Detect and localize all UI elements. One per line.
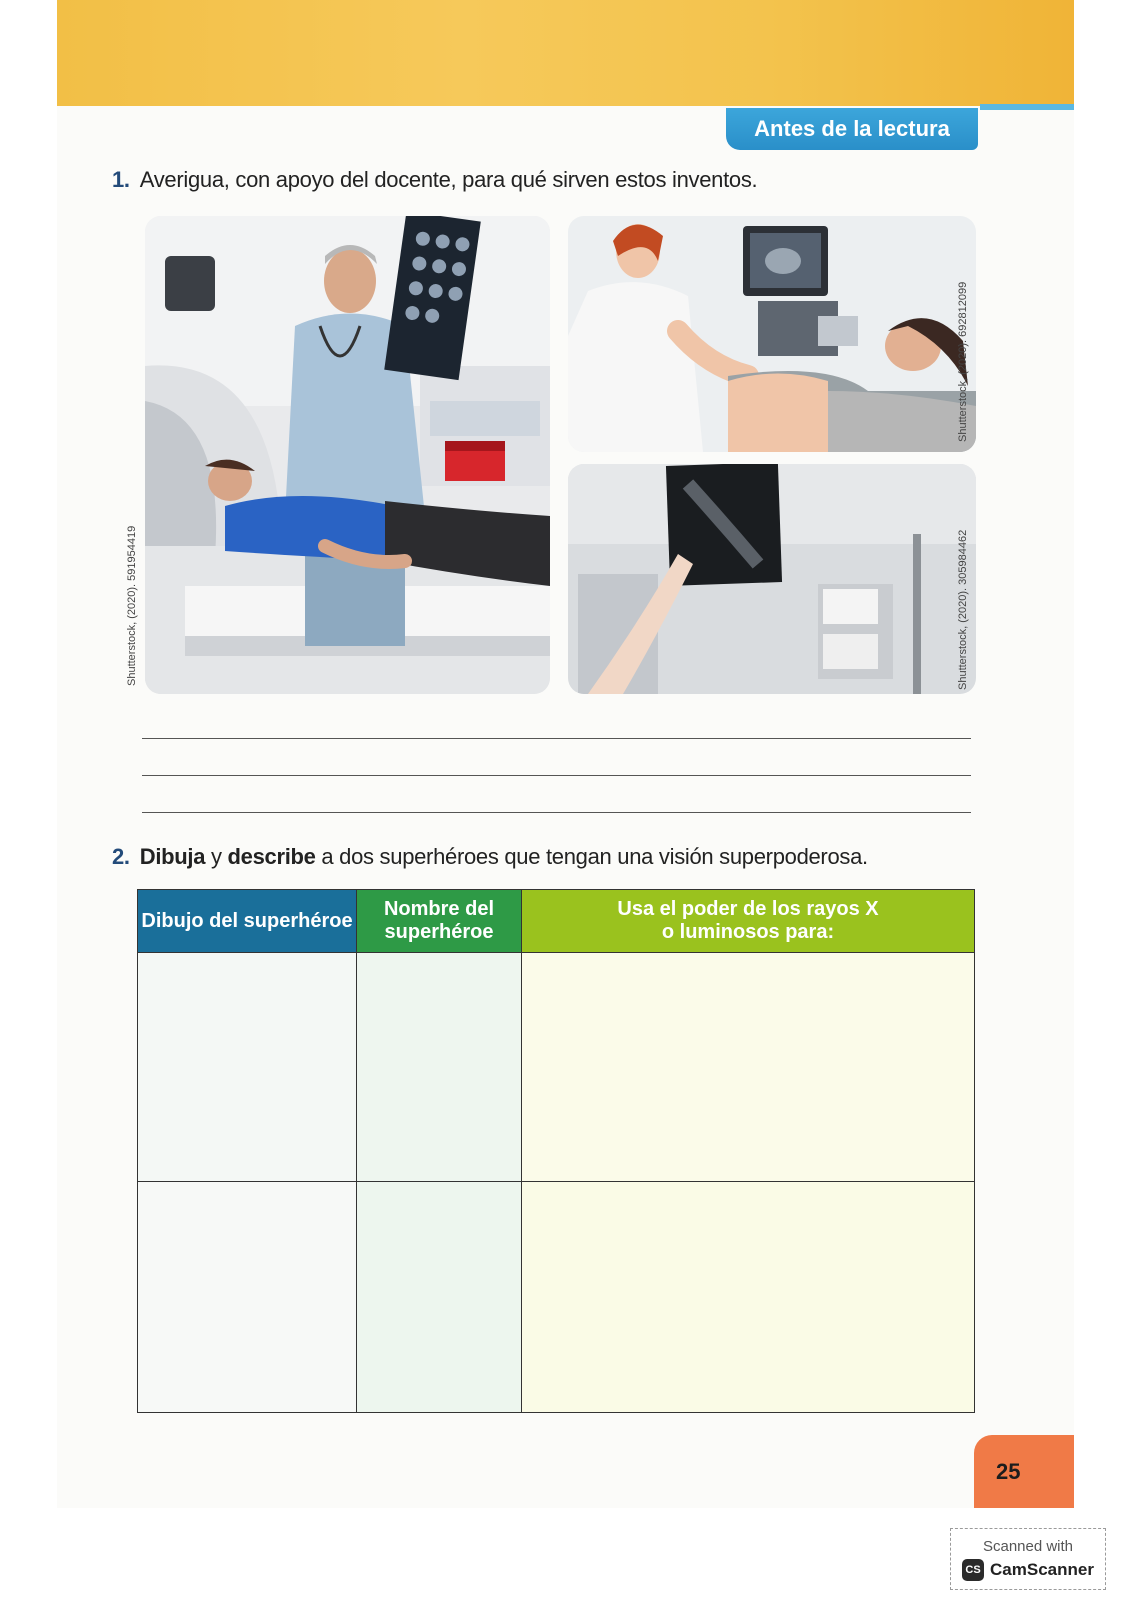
question-2-text: a dos superhéroes que tengan una visión superpoderosa. bbox=[315, 844, 868, 869]
cell-power-2[interactable] bbox=[521, 1181, 975, 1413]
header-accent-line bbox=[980, 104, 1074, 110]
camscanner-watermark bbox=[950, 1528, 1106, 1590]
cell-name-2[interactable] bbox=[356, 1181, 522, 1413]
photo-ultrasound bbox=[568, 216, 976, 452]
question-1 bbox=[112, 167, 757, 193]
answer-line-1[interactable] bbox=[142, 738, 971, 739]
question-2-number: 2. bbox=[112, 844, 130, 869]
table-header-power-line-1: Usa el poder de los rayos X bbox=[617, 898, 879, 920]
question-1-number: 1. bbox=[112, 167, 130, 192]
question-1-verb: Averigua bbox=[139, 167, 224, 192]
table-header-power bbox=[521, 889, 975, 953]
photo-credit-right-bottom: Shutterstock, (2020). 305984462 bbox=[957, 529, 969, 690]
question-2-mid: y bbox=[205, 844, 228, 869]
table-header-drawing: Dibujo del superhéroe bbox=[137, 889, 357, 953]
answer-line-3[interactable] bbox=[142, 812, 971, 813]
photo-xray-film bbox=[568, 464, 976, 694]
cell-drawing-1[interactable] bbox=[137, 952, 357, 1182]
answer-line-2[interactable] bbox=[142, 775, 971, 776]
photo-credit-right-top: Shutterstock, (2020). 692812099 bbox=[957, 281, 969, 442]
header-band bbox=[57, 0, 1074, 106]
table-header-name: Nombre del superhéroe bbox=[356, 889, 522, 953]
question-2-verb-2: describe bbox=[227, 844, 316, 869]
superhero-table bbox=[137, 889, 975, 1413]
question-2 bbox=[112, 844, 868, 870]
question-2-verb-1: Dibuja bbox=[139, 844, 206, 869]
cell-name-1[interactable] bbox=[356, 952, 522, 1182]
camscanner-name: CamScanner bbox=[990, 1559, 1094, 1579]
camscanner-logo-icon: CS bbox=[962, 1559, 984, 1581]
camscanner-top-text: Scanned with bbox=[982, 1537, 1074, 1555]
cell-power-1[interactable] bbox=[521, 952, 975, 1182]
photo-credit-left: Shutterstock, (2020). 591954419 bbox=[126, 525, 138, 686]
table-header-power-line-2: o luminosos para: bbox=[661, 921, 835, 943]
cell-drawing-2[interactable] bbox=[137, 1181, 357, 1413]
camscanner-brand bbox=[962, 1559, 1094, 1581]
photo-ct-scanner bbox=[145, 216, 550, 694]
page-number: 25 bbox=[974, 1435, 1074, 1508]
section-tab: Antes de la lectura bbox=[726, 108, 978, 150]
question-1-text: , con apoyo del docente, para qué sirven estos inventos. bbox=[223, 167, 758, 192]
